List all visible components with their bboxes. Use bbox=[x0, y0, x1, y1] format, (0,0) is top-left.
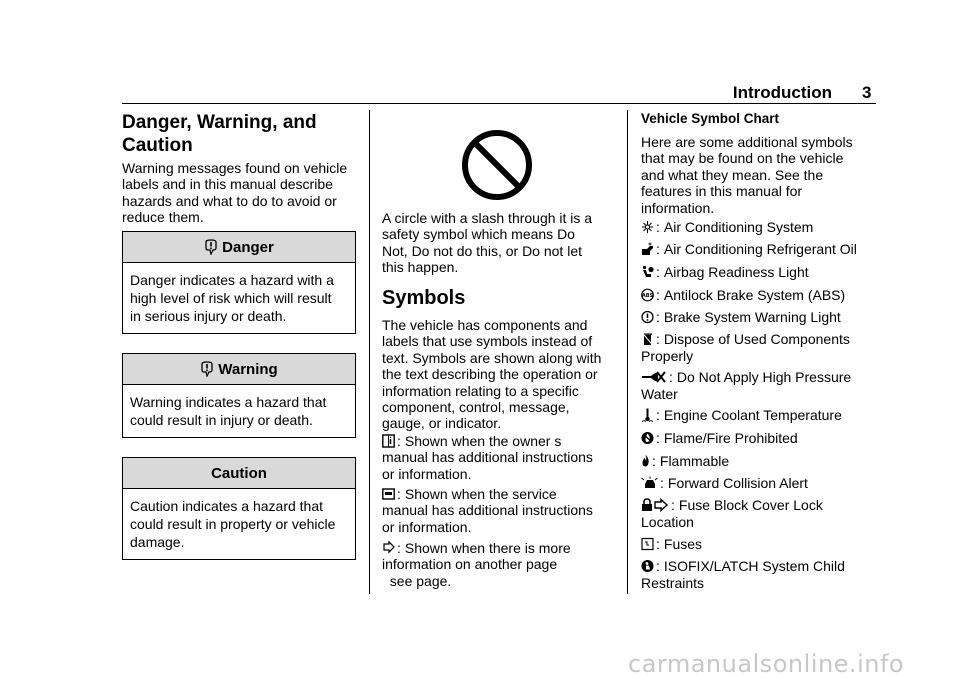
column-divider-2 bbox=[627, 110, 628, 594]
caution-header bbox=[123, 458, 355, 489]
danger-label: Danger bbox=[222, 238, 274, 256]
danger-text: Danger indicates a hazard with a high level of risk which will result in serious injury or death. bbox=[130, 272, 334, 324]
caution-text: Caution indicates a hazard that could result in property or vehicle damage. bbox=[130, 498, 336, 550]
symbol-chart-intro: Here are some additional symbols that may be found on the vehicle and what they mean. See the features in this manual for information. bbox=[641, 134, 853, 216]
ac-refrigerant-oil-icon bbox=[641, 242, 654, 256]
circle-slash-description: A circle with a slash through it is a safety symbol which means Do Not, Do not do this, or Do not let this happen. bbox=[382, 210, 593, 276]
air-conditioning-icon bbox=[641, 220, 654, 234]
owner-manual-entry: : Shown when the owner s manual has additional instructions or information. bbox=[382, 433, 593, 482]
section-intro: Warning messages found on vehicle labels and in this manual describe hazards and what to do to avoid or reduce them. bbox=[122, 160, 348, 226]
warning-symbol-icon bbox=[200, 361, 214, 377]
symbol-item-forward-collision: : Forward Collision Alert bbox=[641, 475, 808, 492]
fuse-block-lock-icon bbox=[641, 498, 669, 512]
warning-box bbox=[122, 353, 356, 438]
fuses-icon bbox=[641, 537, 654, 551]
page-reference-icon bbox=[382, 541, 395, 555]
service-manual-icon bbox=[382, 487, 395, 501]
danger-header bbox=[123, 232, 355, 263]
symbol-item-airbag: : Airbag Readiness Light bbox=[641, 264, 809, 281]
no-symbol-icon bbox=[460, 128, 534, 202]
header-rule bbox=[122, 103, 876, 104]
owner-manual-icon bbox=[382, 434, 395, 448]
danger-box bbox=[122, 231, 356, 334]
column-divider-1 bbox=[369, 110, 370, 594]
watermark: carmanualsonline.info bbox=[628, 650, 905, 678]
symbols-description: The vehicle has components and labels that use symbols instead of text. Symbols are shown along with the text describing the operation or information relating to a specific component, control, message, gauge, or indicator. bbox=[382, 317, 602, 432]
flammable-icon bbox=[641, 454, 650, 468]
section-heading: Danger, Warning, and Caution bbox=[122, 112, 317, 156]
symbol-item-ac-refrigerant-oil: : Air Conditioning Refrigerant Oil bbox=[641, 241, 857, 258]
child-seat-icon bbox=[641, 559, 654, 573]
symbol-item-coolant-temp: : Engine Coolant Temperature bbox=[641, 407, 842, 424]
pressure-washer-icon bbox=[641, 370, 667, 384]
page-number: 3 bbox=[862, 83, 872, 102]
airbag-icon bbox=[641, 265, 654, 279]
warning-text: Warning indicates a hazard that could result in injury or death. bbox=[130, 394, 327, 428]
symbols-heading: Symbols bbox=[382, 287, 466, 309]
symbol-item-fuses: : Fuses bbox=[641, 536, 702, 553]
symbol-item-dispose: : Dispose of Used Components Properly bbox=[641, 331, 850, 364]
symbol-item-air-conditioning: : Air Conditioning System bbox=[641, 219, 813, 236]
brake-warning-icon bbox=[641, 310, 654, 324]
dispose-icon bbox=[641, 332, 654, 346]
warning-header bbox=[123, 354, 355, 385]
warning-label: Warning bbox=[218, 360, 278, 378]
warning-symbol-icon bbox=[204, 239, 218, 255]
service-manual-entry: : Shown when the service manual has additional instructions or information. bbox=[382, 486, 593, 535]
no-flame-icon bbox=[641, 431, 654, 445]
symbol-item-child-seat: : ISOFIX/LATCH System Child Restraints bbox=[641, 558, 845, 591]
symbol-item-flammable: : Flammable bbox=[641, 453, 729, 470]
symbol-item-abs: ABS : Antilock Brake System (ABS) bbox=[641, 287, 846, 303]
svg-text:ABS: ABS bbox=[641, 293, 654, 299]
running-header-title: Introduction bbox=[732, 83, 832, 102]
symbol-item-brake-warning: : Brake System Warning Light bbox=[641, 309, 841, 326]
caution-label: Caution bbox=[211, 464, 267, 482]
coolant-temperature-icon bbox=[641, 408, 654, 422]
forward-collision-icon bbox=[641, 476, 658, 490]
abs-icon bbox=[641, 288, 654, 302]
symbol-item-pressure-washer: : Do Not Apply High Pressure Water bbox=[641, 369, 852, 402]
symbol-item-fuse-block-lock: : Fuse Block Cover Lock Location bbox=[641, 497, 823, 530]
vehicle-symbol-chart-title: Vehicle Symbol Chart bbox=[641, 111, 780, 126]
symbol-item-no-flame: : Flame/Fire Prohibited bbox=[641, 430, 798, 447]
caution-box bbox=[122, 457, 356, 560]
page-reference-entry: : Shown when there is more information on another page see page. bbox=[382, 540, 571, 589]
